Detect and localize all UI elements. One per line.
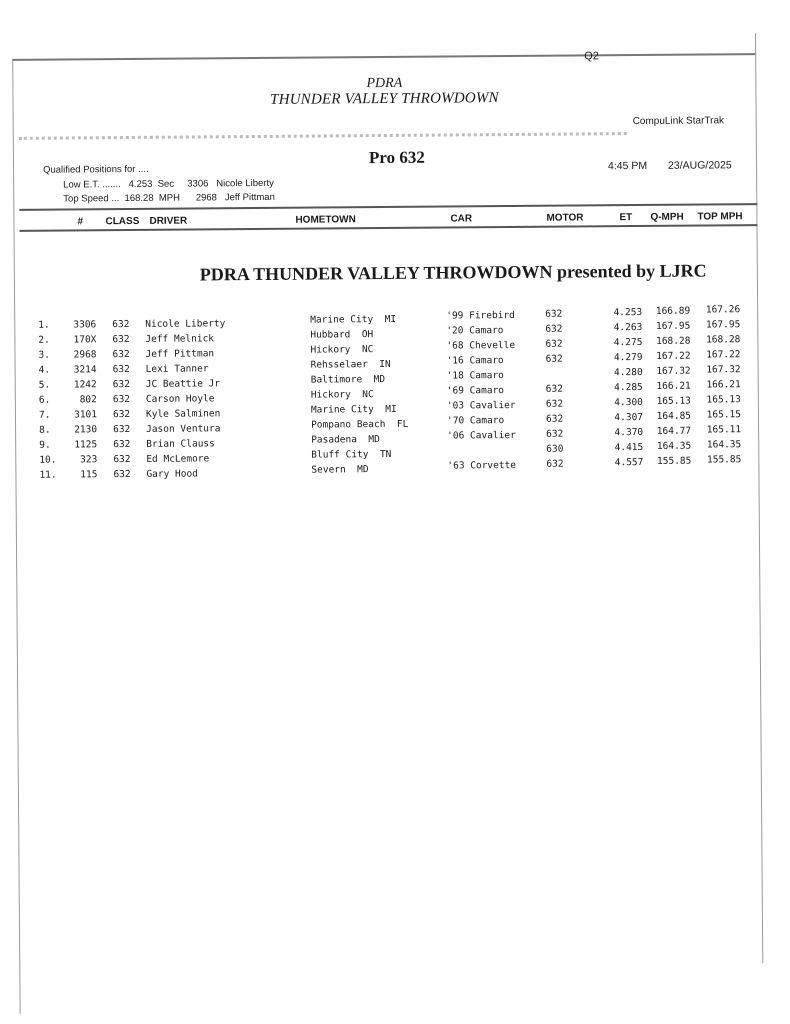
col-header-class: CLASS [105, 215, 140, 228]
top-mph-cell: 168.28 [706, 334, 741, 346]
position-cell: 5. [38, 379, 51, 391]
hometown-cell: Marine City MI [310, 403, 397, 416]
class-cell: 632 [113, 469, 131, 481]
car-cell: '16 Camaro [446, 355, 504, 367]
position-cell: 1. [38, 319, 50, 331]
motor-cell: 632 [545, 323, 563, 335]
class-cell: 632 [112, 364, 130, 376]
et-cell: 4.370 [614, 426, 644, 439]
position-cell: 4. [38, 364, 51, 376]
car-number-cell: 2130 [74, 424, 98, 436]
motor-cell: 632 [545, 338, 563, 350]
hometown-cell: Hubbard OH [310, 329, 374, 341]
driver-cell: Jason Ventura [146, 423, 221, 435]
motor-cell: 632 [545, 398, 564, 410]
class-cell: 632 [112, 334, 130, 346]
class-cell: 632 [113, 439, 131, 451]
car-cell: '63 Corvette [447, 459, 517, 472]
car-number-cell: 3101 [74, 409, 98, 421]
et-cell: 4.253 [613, 306, 643, 319]
driver-cell: JC Beattie Jr [145, 378, 221, 390]
report-date: 23/AUG/2025 [667, 159, 732, 172]
et-cell: 4.280 [613, 366, 643, 379]
low-et-line: Low E.T. ....... 4.253 Sec 3306 Nicole Liberty [63, 177, 274, 191]
col-header-qmph: Q-MPH [650, 211, 684, 223]
class-cell: 632 [112, 349, 130, 361]
hometown-cell: Hickory NC [310, 344, 374, 356]
timing-system-label: CompuLink StarTrak [632, 115, 725, 128]
qmph-cell: 155.85 [656, 455, 692, 467]
col-header-driver: DRIVER [149, 215, 188, 227]
col-header-car: CAR [450, 213, 473, 225]
driver-cell: Ed McLemore [146, 453, 210, 465]
motor-cell: 632 [545, 413, 564, 425]
col-header-et: ET [619, 212, 633, 224]
qmph-cell: 167.22 [656, 350, 691, 362]
motor-cell: 632 [545, 383, 563, 395]
driver-cell: Kyle Salminen [145, 408, 221, 420]
top-mph-cell: 167.26 [705, 304, 741, 316]
class-cell: 632 [112, 394, 131, 406]
position-cell: 11. [39, 469, 57, 481]
car-cell: '18 Camaro [446, 370, 504, 382]
motor-cell: 630 [546, 443, 564, 455]
col-header-topmph: TOP MPH [697, 211, 743, 223]
event-name: THUNDER VALLEY THROWDOWN [270, 90, 499, 108]
class-title: Pro 632 [368, 147, 425, 168]
header-rule-top [19, 203, 757, 211]
driver-cell: Nicole Liberty [145, 318, 226, 330]
qmph-cell: 168.28 [656, 335, 691, 347]
qualified-label: Qualified Positions for .... [43, 163, 149, 176]
driver-cell: Lexi Tanner [145, 363, 209, 375]
top-mph-cell: 155.85 [706, 454, 742, 466]
car-cell: '20 Camaro [446, 325, 504, 337]
driver-cell: Brian Clauss [146, 438, 215, 450]
qmph-cell: 167.95 [655, 320, 691, 332]
car-cell: '69 Camaro [446, 385, 505, 397]
qmph-cell: 166.21 [656, 380, 691, 392]
et-cell: 4.285 [614, 381, 643, 394]
class-cell: 632 [112, 409, 131, 421]
motor-cell: 632 [546, 458, 564, 470]
hometown-cell: Pasadena MD [311, 434, 380, 446]
motor-cell: 632 [545, 353, 563, 365]
car-number-cell: 3214 [73, 364, 97, 376]
qmph-cell: 166.89 [655, 305, 691, 317]
motor-cell: 632 [546, 428, 564, 440]
motor-cell: 632 [545, 308, 563, 320]
position-cell: 2. [38, 334, 50, 346]
driver-cell: Jeff Pittman [145, 348, 215, 360]
car-cell: '70 Camaro [446, 415, 505, 427]
hometown-cell: Baltimore MD [310, 374, 386, 386]
position-cell: 3. [38, 349, 50, 361]
report-time: 4:45 PM [607, 159, 648, 173]
car-cell: '99 Firebird [446, 309, 515, 322]
qmph-cell: 167.32 [656, 365, 691, 377]
top-mph-cell: 166.21 [706, 379, 741, 391]
top-mph-cell: 165.11 [706, 424, 742, 436]
sheet-top-border [12, 53, 756, 61]
car-number-cell: 170X [73, 334, 97, 346]
hometown-cell: Marine City MI [310, 313, 397, 326]
position-cell: 6. [38, 394, 51, 406]
et-cell: 4.263 [613, 321, 643, 334]
hometown-cell: Severn MD [311, 464, 369, 476]
round-label: Q2 [584, 50, 599, 63]
class-cell: 632 [113, 454, 131, 466]
hometown-cell: Rehsselaer IN [310, 358, 391, 371]
driver-cell: Gary Hood [146, 468, 198, 480]
car-number-cell: 1125 [74, 439, 98, 451]
qmph-cell: 164.35 [656, 440, 692, 452]
et-cell: 4.300 [614, 396, 643, 409]
col-header-hometown: HOMETOWN [295, 214, 356, 226]
et-cell: 4.307 [614, 411, 644, 424]
position-cell: 7. [38, 409, 51, 421]
top-mph-cell: 165.15 [706, 409, 742, 421]
position-cell: 8. [39, 424, 51, 436]
hometown-cell: Pompano Beach FL [311, 418, 409, 431]
hometown-cell: Hickory NC [310, 389, 374, 401]
event-headline: PDRA THUNDER VALLEY THROWDOWN presented by LJRC [199, 260, 707, 285]
car-number-cell: 1242 [73, 379, 97, 391]
top-mph-cell: 165.13 [706, 394, 741, 406]
col-header-num: # [77, 216, 84, 228]
results-sheet [12, 33, 764, 1014]
top-speed-line: Top Speed ... 168.28 MPH 2968 Jeff Pittman [63, 191, 275, 205]
et-cell: 4.275 [613, 336, 643, 349]
et-cell: 4.279 [613, 351, 643, 364]
class-cell: 632 [113, 424, 131, 436]
driver-cell: Carson Hoyle [145, 393, 215, 405]
et-cell: 4.557 [614, 456, 644, 469]
driver-cell: Jeff Melnick [145, 333, 215, 345]
car-number-cell: 323 [80, 454, 98, 466]
top-mph-cell: 164.35 [706, 439, 742, 451]
qmph-cell: 165.13 [656, 395, 691, 407]
car-number-cell: 2968 [73, 349, 97, 361]
car-cell: '68 Chevelle [446, 339, 516, 352]
class-cell: 632 [112, 379, 130, 391]
position-cell: 9. [39, 439, 51, 451]
col-header-motor: MOTOR [546, 212, 584, 224]
sheet-right-border [755, 33, 763, 963]
car-cell: '06 Cavalier [447, 429, 516, 442]
sheet-left-border [12, 59, 21, 1014]
position-cell: 10. [39, 454, 57, 466]
top-mph-cell: 167.22 [706, 349, 741, 361]
car-number-cell: 115 [80, 469, 98, 481]
qmph-cell: 164.85 [656, 410, 692, 422]
car-number-cell: 802 [79, 394, 97, 406]
top-mph-cell: 167.95 [705, 319, 741, 331]
dotted-divider [19, 132, 627, 140]
car-cell: '03 Cavalier [446, 399, 516, 412]
qmph-cell: 164.77 [656, 425, 692, 437]
hometown-cell: Bluff City TN [311, 448, 392, 461]
class-cell: 632 [112, 319, 130, 331]
et-cell: 4.415 [614, 441, 644, 454]
org-name: PDRA [366, 75, 403, 92]
car-number-cell: 3306 [73, 319, 97, 331]
top-mph-cell: 167.32 [706, 364, 741, 376]
